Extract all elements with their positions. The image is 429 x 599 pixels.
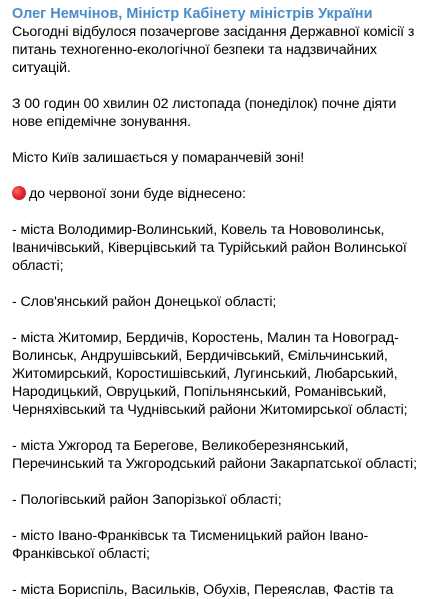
paragraph-kyiv-region: - міста Бориспіль, Васильків, Обухів, Переяслав, Фастів та — [12, 582, 394, 598]
paragraph-zhytomyr: - міста Житомир, Бердичів, Коростень, Малин та Новоград-Волинськ, Андрушівський, Бердичівський, Ємільчинський, Житомирський, Коростишівський, Лугинський, Любарський, Народицький, Овруцький, Попільнянський, Романівський, Черняхівський та Чуднівський райони Житомирської області; — [12, 330, 408, 418]
red-circle-icon — [12, 186, 26, 200]
paragraph-ivano-frankivsk: - місто Івано-Франківськ та Тисменицький район Івано-Франківської області; — [12, 528, 369, 562]
red-zone-header-text: до червоної зони буде віднесено: — [29, 186, 246, 202]
paragraph-kyiv: Місто Київ залишається у помаранчевій зоні! — [12, 150, 305, 166]
paragraph-zoning-start: З 00 годин 00 хвилин 02 листопада (понеділок) почне діяти нове епідемічне зонування. — [12, 96, 397, 130]
sender-name[interactable]: Олег Немчінов, Міністр Кабінету міністрів України — [12, 6, 373, 22]
paragraph-red-zone-header — [12, 185, 421, 203]
paragraph-volyn: - міста Володимир-Волинський, Ковель та Нововолинськ, Іваничівський, Ківерцівський та Турійський район Волинської області; — [12, 222, 407, 274]
paragraph-zaporizhzhia: - Пологівський район Запорізької області; — [12, 492, 282, 508]
paragraph-zakarpattia: - міста Ужгород та Берегове, Великоберезнянський, Перечинський та Ужгородський райони Закарпатської області; — [12, 438, 417, 472]
message-text — [12, 23, 421, 599]
paragraph-intro: Сьогодні відбулося позачергове засідання Державної комісії з питань техногенно-екологічної безпеки та надзвичайних ситуацій. — [12, 24, 415, 76]
paragraph-donetsk: - Слов'янський район Донецької області; — [12, 294, 277, 310]
